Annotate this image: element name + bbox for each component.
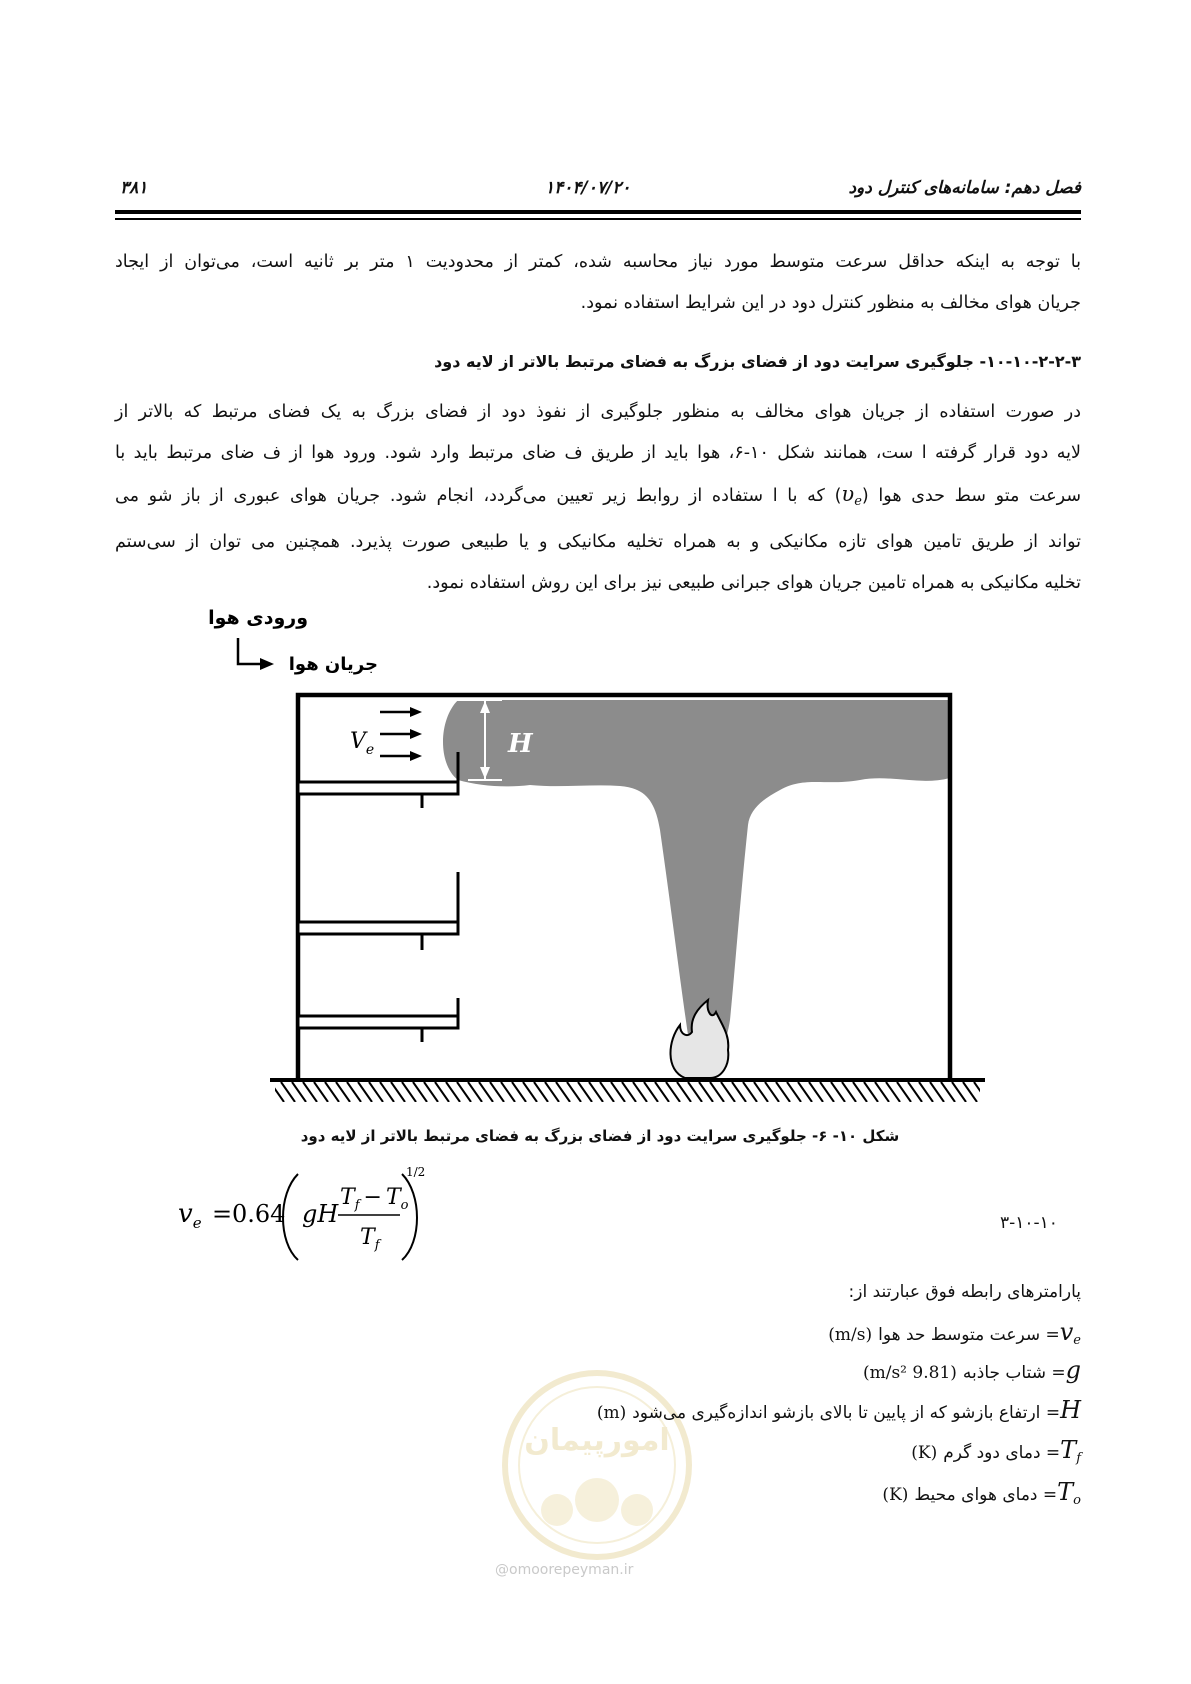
- parameter-row: [911, 1436, 1081, 1466]
- body-line-5: تخلیه مکانیکی به همراه تامین جریان هوای جبرانی طبیعی نیز برای این روش استفاده نمود.: [426, 573, 1081, 593]
- watermark-logo: [492, 1360, 702, 1570]
- ve-label: $V_e$: [350, 729, 375, 758]
- airflow-label: جریان هوا: [288, 654, 378, 675]
- eq-gH: gH: [302, 1200, 339, 1228]
- watermark-logo-text: امورپیمان: [524, 1423, 670, 1458]
- parameter-unit: (K): [882, 1485, 909, 1505]
- parameters-intro: پارامترهای رابطه فوق عبارتند از:: [848, 1282, 1081, 1302]
- header-rule-thick: [115, 210, 1081, 214]
- parameter-description: = دمای دود گرم: [943, 1443, 1061, 1463]
- eq-denominator: $T_f$: [360, 1225, 380, 1253]
- height-symbol: H: [508, 729, 533, 759]
- intro-line-1: با توجه به اینکه حداقل سرعت متوسط مورد نیاز محاسبه شده، کمتر از محدودیت ۱ متر بر ثانیه است، می‌توان از ایجاد: [115, 252, 1082, 272]
- ve-inline-sub: e: [854, 494, 862, 509]
- parameter-description: = ارتفاع بازشو که از پایین تا بالای بازشو اندازه‌گیری می‌شود: [632, 1403, 1061, 1423]
- body-line-3-part1: سرعت متو سط حدی هوا (: [861, 486, 1081, 506]
- eq-numerator: $T_f - T_o$: [340, 1185, 409, 1213]
- body-line-4: تواند از طریق تامین هوای تازه مکانیکی و به همراه تخلیه مکانیکی و یا طبیعی صورت پذیرد. همچنین می توان از سی‌ستم: [115, 532, 1081, 552]
- parameter-unit: (m/s): [828, 1325, 873, 1345]
- parameter-description: = سرعت متوسط حد هوا: [878, 1325, 1060, 1345]
- section-heading: ۱۰-۱۰-۲-۲-۳- جلوگیری سرایت دود از فضای بزرگ به فضای مرتبط بالاتر از لایه دود: [434, 352, 1081, 371]
- ve-inline-symbol: υ: [841, 482, 855, 506]
- smoke-figure: [208, 607, 1000, 1120]
- parameter-subscript: f: [1076, 1451, 1081, 1466]
- eq-equals: =: [212, 1200, 233, 1228]
- body-line-3: [115, 474, 1081, 522]
- air-zone: [298, 700, 458, 780]
- page-number: ۳۸۱: [120, 178, 148, 198]
- parameter-unit: (m): [596, 1403, 627, 1423]
- eq-coefficient: 0.64: [232, 1200, 286, 1228]
- parameter-description: = دمای هوای محیط: [914, 1485, 1058, 1505]
- parameter-row: [597, 1396, 1081, 1426]
- parameter-symbol: H: [1060, 1396, 1081, 1424]
- parameter-row: [828, 1318, 1081, 1348]
- parameter-unit: (K): [911, 1443, 938, 1463]
- parameter-symbol: T: [1057, 1478, 1074, 1506]
- header-rule-thin: [115, 218, 1081, 220]
- equation-number: ۳-۱۰-۱۰: [1000, 1213, 1058, 1233]
- watermark-url: @omoorepeyman.ir: [495, 1562, 634, 1578]
- air-inlet-arrow: [238, 638, 274, 670]
- body-line-3-part2: ) که با ا ستفاده از روابط زیر تعیین می‌گردد، انجام شود. جریان هوای عبوری از باز شو می: [115, 486, 842, 506]
- eq-exponent: 1/2: [406, 1165, 426, 1179]
- parameter-unit: (9.81 m/s²): [862, 1363, 957, 1383]
- intro-line-2: جریان هوای مخالف به منظور کنترل دود در این شرایط استفاده نمود.: [580, 293, 1081, 313]
- body-paragraph: [115, 392, 1081, 604]
- parameter-row: [863, 1356, 1081, 1386]
- body-line-1: در صورت استفاده از جریان هوای مخالف به منظور جلوگیری از نفوذ دود از فضای بزرگ به یک فضای مرتبط که بالاتر از: [115, 402, 1081, 422]
- eq-right-paren: [402, 1174, 417, 1260]
- floor-slabs: [298, 782, 458, 1078]
- parameter-subscript: o: [1073, 1493, 1081, 1508]
- body-line-2: لایه دود قرار گرفته ا ست، همانند شکل ۱۰-۶، هوا باید از طریق ف ضای مرتبط وارد شود. ورود هوا از ف ضای مرتبط باید با: [115, 443, 1082, 463]
- parameter-subscript: e: [1073, 1333, 1081, 1348]
- parameter-symbol: g: [1065, 1356, 1081, 1384]
- parameter-symbol: T: [1060, 1436, 1077, 1464]
- parameter-row: [882, 1478, 1081, 1508]
- figure-caption: شکل ۱۰- ۶- جلوگیری سرایت دود از فضای بزرگ به فضای مرتبط بالاتر از لایه دود: [300, 1127, 900, 1145]
- equation: [170, 1160, 430, 1260]
- ground-hatch: [270, 1082, 999, 1102]
- intro-paragraph: [115, 242, 1081, 324]
- floor-slab-3b: [298, 1016, 458, 1028]
- chapter-title: فصل دهم: سامانه‌های کنترل دود: [848, 178, 1081, 198]
- parameter-symbol: v: [1059, 1318, 1074, 1346]
- air-inlet-label: ورودی هوا: [208, 607, 308, 629]
- parameter-description: = شتاب جاذبه: [962, 1363, 1066, 1383]
- header-date: ۱۴۰۴/۰۷/۲۰: [545, 178, 631, 198]
- eq-lhs: $v_e$: [178, 1199, 202, 1232]
